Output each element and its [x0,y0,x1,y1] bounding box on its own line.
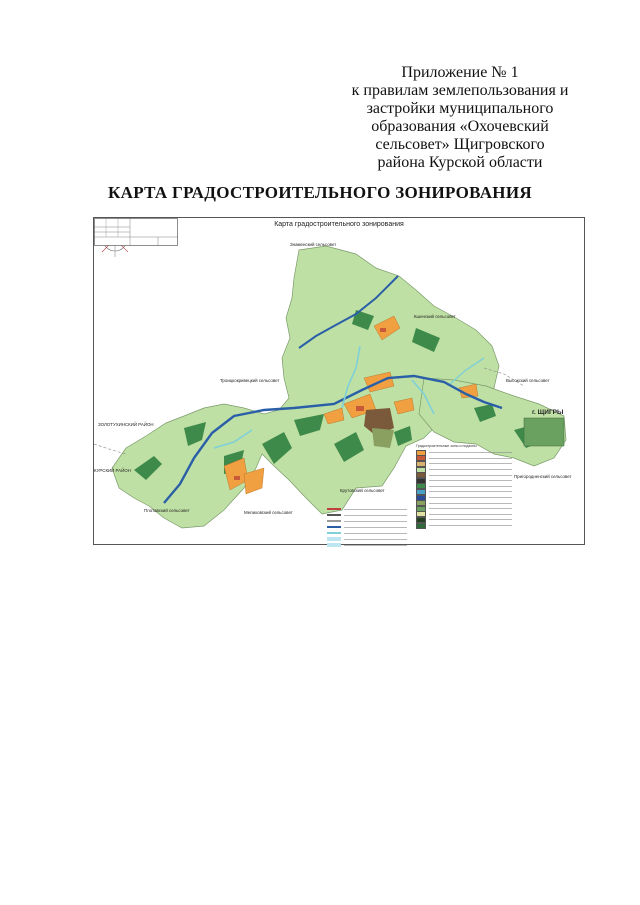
zoning-legend [416,444,512,542]
zoning-map[interactable] [93,217,585,545]
shchigry-town [524,418,564,446]
label-plotavsky: Плотавский сельсовет [144,508,190,513]
appendix-line-5: сельсовет» Щигровского [375,136,545,153]
public-zone-2 [380,328,386,332]
symbols-row [327,542,407,548]
legend-title: Градостроительные зоны и подзоны [416,444,477,448]
label-krutovsky: Крутовский сельсовет [340,488,385,493]
appendix-line-2: к правилам землепользования и [351,82,569,99]
legend-swatch [416,523,426,529]
public-zone-3 [234,476,240,480]
label-vysoksky: Высокский сельсовет [506,378,550,383]
page-title: КАРТА ГРАДОСТРОИТЕЛЬНОГО ЗОНИРОВАНИЯ [108,183,532,202]
label-prigorodny: Пригородненский сельсовет [514,474,572,479]
label-kursky: КУРСКИЙ РАЙОН [94,468,131,473]
appendix-line-6: района Курской области [377,154,543,171]
legend-row [416,523,512,529]
appendix-line-4: образования «Охочевский [371,118,549,135]
label-trotsky: Троицкокривецкий сельсовет [220,378,280,383]
label-melikhovsky: Мелиховский сельсовет [244,510,293,515]
symbols-legend [327,506,407,568]
appendix-caption [330,64,590,172]
label-zolotukhinsky: ЗОЛОТУХИНСКИЙ РАЙОН [98,422,154,427]
appendix-line-3: застройки муниципального [366,100,554,117]
title-block-stamp [94,218,178,246]
appendix-line-1: Приложение № 1 [401,64,519,81]
map-heading: Карта градостроительного зонирования [274,221,404,228]
label-znamensky: Знаменский сельсовет [290,242,337,247]
label-kshensky: Кшенский сельсовет [414,314,456,319]
public-zone-1 [356,406,364,411]
label-shchigry: г. ЩИГРЫ [532,409,564,416]
